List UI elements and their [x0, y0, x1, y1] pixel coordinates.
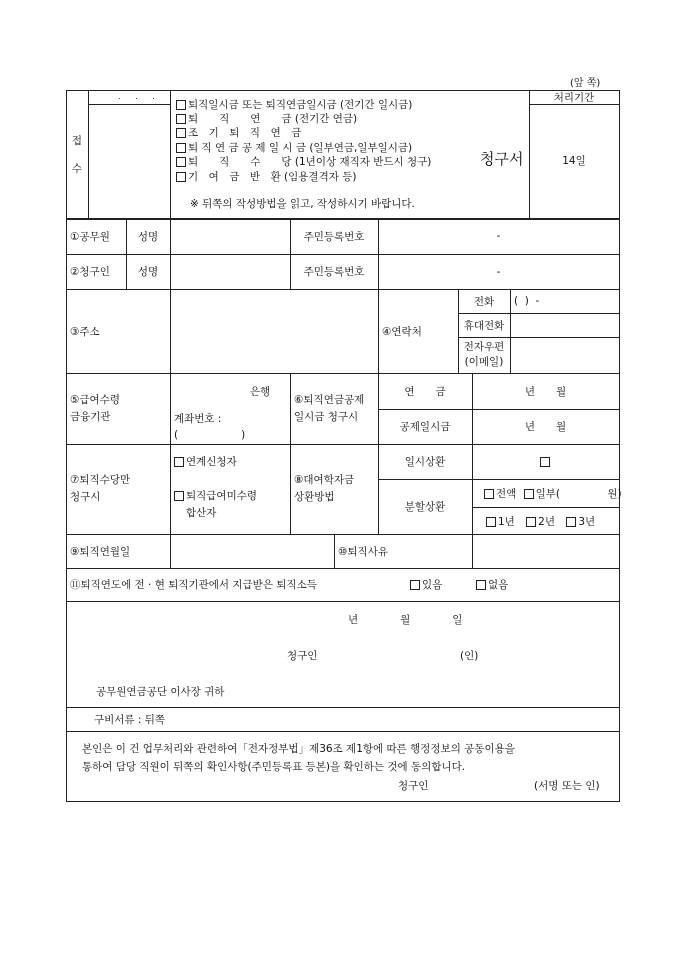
sign-claimant-label: 청구인: [287, 650, 318, 662]
phone-field[interactable]: ( ) -: [514, 295, 540, 307]
installment-label: 분할상환: [404, 501, 446, 513]
annuity-period-field[interactable]: 년 월: [524, 385, 567, 398]
official-ssn-field[interactable]: -: [496, 230, 501, 242]
checkbox-icon: [540, 457, 550, 467]
claimant-name-field[interactable]: [171, 255, 289, 288]
option-contribution-refund[interactable]: 기 여 금 반 환 (임용결격자 등): [176, 170, 356, 184]
pension-deduction-label: ⑥퇴직연금공제 일시금 청구시: [294, 393, 365, 423]
account-number-label: 계좌번호 :: [174, 413, 222, 425]
lump-repay-checkbox[interactable]: [472, 444, 619, 479]
checkbox-icon: [174, 491, 184, 501]
email-field[interactable]: [511, 338, 618, 372]
consent-line-1: 본인은 이 건 업무처리와 관련하여「전자정부법」제36조 제1항에 따른 행정정보의 공동이용을: [82, 743, 515, 755]
bank-name-suffix: 은행: [250, 386, 271, 398]
option-pension-deduction[interactable]: 퇴 직 연 금 공 제 일 시 금 (일부연금,일부일시금): [176, 141, 412, 155]
checkbox-icon: [174, 457, 184, 467]
receipt-label: 접 수: [71, 135, 83, 175]
mobile-label: 휴대전화: [463, 319, 505, 332]
retirement-date-field[interactable]: [171, 535, 333, 567]
option-early-pension[interactable]: 조 기 퇴 직 연 금: [176, 126, 301, 140]
linked-applicant-option[interactable]: 연계신청자: [174, 454, 237, 469]
sign-seal[interactable]: (인): [460, 650, 479, 662]
annuity-label: 연 금: [404, 385, 446, 398]
deduction-lump-field[interactable]: 년 월: [524, 421, 567, 433]
option-pension[interactable]: 퇴 직 연 금 (전기간 연금): [176, 112, 357, 126]
retirement-date-label: ⑨퇴직연월일: [70, 545, 131, 558]
bank-label: ⑤급여수령 금융기관: [70, 393, 120, 423]
mobile-field[interactable]: [511, 314, 618, 336]
required-documents: 구비서류 : 뒤쪽: [94, 713, 166, 726]
option-lump-sum[interactable]: 퇴직일시금 또는 퇴직연금일시금 (전기간 일시금): [176, 98, 412, 112]
unreceived-combined-option[interactable]: 퇴직급여미수령 합산자: [174, 488, 257, 522]
checkbox-icon: [566, 517, 576, 527]
phone-label: 전화: [473, 295, 495, 308]
claimant-name-label: 성명: [137, 266, 159, 278]
installment-amount-options[interactable]: 전액 일부( 원): [484, 486, 622, 501]
checkbox-icon: [524, 489, 534, 499]
checkbox-icon: [484, 489, 494, 499]
income-no-option[interactable]: 없음: [476, 577, 508, 592]
consent-line-2: 통하여 담당 직원이 뒤쪽의 확인사항(주민등록표 등본)을 확인하는 것에 동의합니다.: [82, 761, 466, 773]
address-label: ③주소: [70, 325, 100, 338]
retirement-income-label: ⑪퇴직연도에 전 · 현 퇴직기관에서 지급받은 퇴직소득: [70, 579, 317, 591]
checkbox-icon: [176, 157, 186, 167]
consent-signature[interactable]: (서명 또는 인): [534, 780, 600, 792]
checkbox-icon: [526, 517, 536, 527]
income-yes-option[interactable]: 있음: [410, 577, 442, 592]
processing-period-label: 처리기간: [553, 91, 595, 104]
checkbox-icon: [176, 128, 186, 138]
checkbox-icon: [176, 100, 186, 110]
claimant-label: ②청구인: [70, 266, 110, 278]
processing-period-value: 14일: [562, 154, 586, 167]
retirement-reason-field[interactable]: [473, 535, 618, 567]
checkbox-icon: [176, 172, 186, 182]
addressee: 공무원연금공단 이사장 귀하: [96, 686, 225, 698]
option-retirement-allowance[interactable]: 퇴 직 수 당 (1년이상 재직자 반드시 청구): [176, 155, 431, 169]
installment-year-options[interactable]: 1년 2년 3년: [486, 514, 595, 529]
form-title: 청구서: [480, 150, 524, 168]
allowance-only-label: ⑦퇴직수당만 청구시: [70, 474, 131, 503]
address-field[interactable]: [171, 290, 377, 372]
instruction-note: ※ 뒤쪽의 작성방법을 읽고, 작성하시기 바랍니다.: [190, 198, 415, 210]
official-name-label: 성명: [137, 230, 159, 243]
official-name-field[interactable]: [171, 219, 289, 253]
claimant-ssn-field[interactable]: -: [496, 265, 501, 278]
page-side-label: (앞 쪽): [570, 78, 601, 89]
email-label: 전자우편 (이메일): [463, 341, 505, 368]
checkbox-icon: [176, 114, 186, 124]
retirement-reason-label: ⑩퇴직사유: [338, 545, 388, 558]
checkbox-icon: [410, 580, 420, 590]
claimant-ssn-label: 주민등록번호: [303, 266, 365, 278]
receipt-dots: . . .: [118, 92, 161, 101]
sign-date: 년 월 일: [348, 614, 463, 626]
account-holder-field[interactable]: ( ): [174, 429, 246, 441]
contact-label: ④연락처: [382, 325, 422, 338]
consent-claimant-label: 청구인: [398, 780, 429, 792]
checkbox-icon: [486, 517, 496, 527]
lump-repay-label: 일시상환: [404, 456, 446, 468]
checkbox-icon: [176, 143, 186, 153]
official-label: ①공무원: [70, 230, 110, 243]
checkbox-icon: [476, 580, 486, 590]
loan-repayment-label: ⑧대여학자금 상환방법: [294, 474, 355, 503]
deduction-lump-label: 공제일시금: [399, 421, 451, 433]
official-ssn-label: 주민등록번호: [303, 230, 365, 243]
